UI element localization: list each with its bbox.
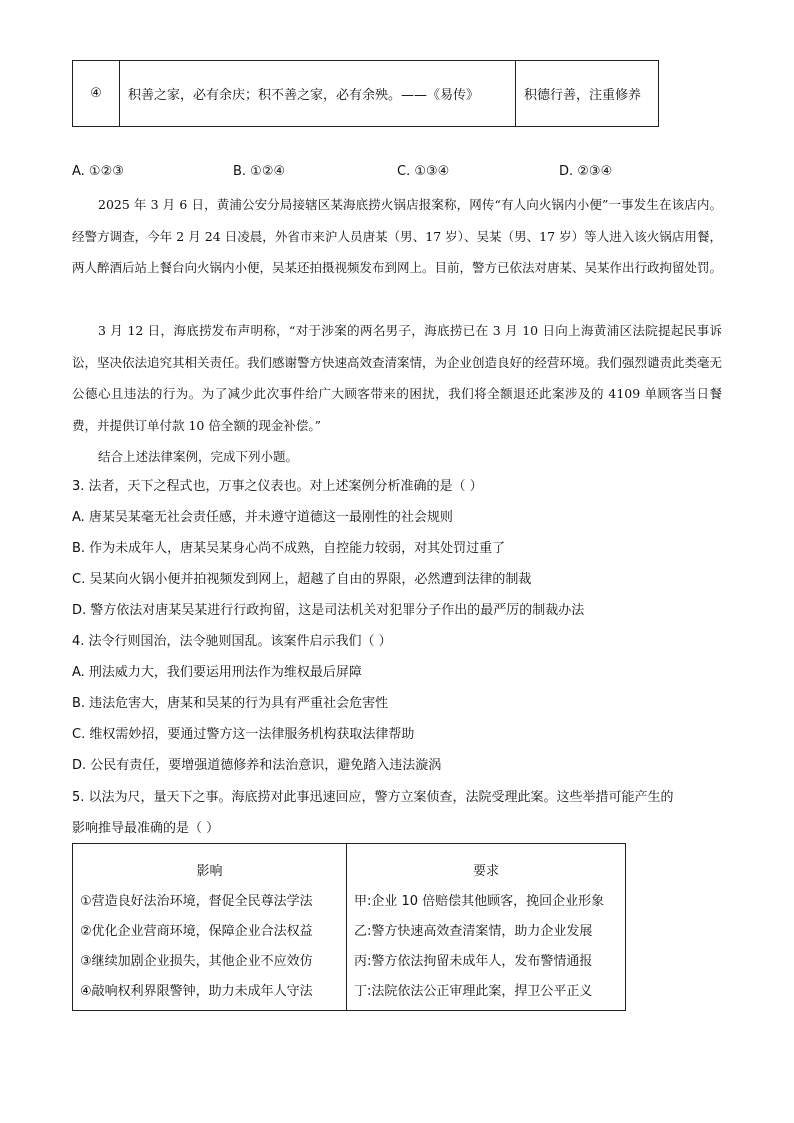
option-d: D. ②③④ bbox=[559, 164, 613, 179]
q4-stem: 4. 法令行则国治，法令驰则国乱。该案件启示我们（ ） bbox=[72, 634, 392, 649]
quote-table-meaning: 积德行善，注重修养 bbox=[524, 88, 642, 103]
q3-option-c: C. 吴某向火锅小便并拍视频发到网上，超越了自由的界限，必然遭到法律的制裁 bbox=[72, 572, 532, 587]
requirement-row-3: 丙:警方依法拘留未成年人，发布警情通报 bbox=[354, 954, 593, 969]
passage-paragraph-1: 2025 年 3 月 6 日，黄浦公安分局接辖区某海底捞火锅店报案称，网传“有人向火锅内小便”一事发生在该店内。经警方调查，今年 2 月 24 日凌晨，外省市来沪人员唐某（男、17 岁）、吴某（男、17 岁）等人进入该火锅店用餐，两人醉酒后站上餐台向火锅内小便，吴某还拍摄视频发布到网上。目前，警方已依法对唐某、吴某作出行政拘留处罚。 bbox=[72, 197, 723, 275]
q4-option-d: D. 公民有责任，要增强道德修养和法治意识，避免踏入违法漩涡 bbox=[72, 758, 442, 773]
requirement-row-2: 乙:警方快速高效查清案情，助力企业发展 bbox=[354, 924, 593, 939]
q3-stem: 3. 法者，天下之程式也，万事之仪表也。对上述案例分析准确的是（ ） bbox=[72, 479, 483, 494]
q5-stem-line1: 5. 以法为尺，量天下之事。海底捞对此事迅速回应，警方立案侦查，法院受理此案。这些举措可能产生的 bbox=[72, 790, 674, 805]
requirement-header: 要求 bbox=[472, 864, 499, 879]
q3-option-d: D. 警方依法对唐某吴某进行行政拘留，这是司法机关对犯罪分子作出的最严厉的制裁办法 bbox=[72, 603, 585, 618]
requirement-row-4: 丁:法院依法公正审理此案，捍卫公平正义 bbox=[354, 984, 593, 999]
passage-instruction: 结合上述法律案例，完成下列小题。 bbox=[98, 449, 299, 464]
impact-header: 影响 bbox=[196, 864, 223, 879]
impact-row-1: ①营造良好法治环境，督促全民尊法学法 bbox=[80, 894, 313, 909]
option-a: A. ①②③ bbox=[72, 164, 124, 179]
q4-option-c: C. 维权需妙招，要通过警方这一法律服务机构获取法律帮助 bbox=[72, 727, 415, 742]
option-b: B. ①②④ bbox=[233, 164, 286, 179]
option-c: C. ①③④ bbox=[397, 164, 450, 179]
impact-requirement-table bbox=[72, 843, 626, 1011]
impact-row-4: ④敲响权利界限警钟，助力未成年人守法 bbox=[80, 984, 313, 999]
q4-option-a: A. 刑法威力大，我们要运用刑法作为维权最后屏障 bbox=[72, 665, 362, 680]
q3-option-a: A. 唐某吴某毫无社会责任感，并未遵守道德这一最刚性的社会规则 bbox=[72, 510, 453, 525]
q4-option-b: B. 违法危害大，唐某和吴某的行为具有严重社会危害性 bbox=[72, 696, 389, 711]
quote-table-number: ④ bbox=[73, 61, 120, 126]
impact-column bbox=[73, 844, 347, 1010]
impact-row-2: ②优化企业营商环境，保障企业合法权益 bbox=[80, 924, 313, 939]
quote-table bbox=[72, 60, 659, 127]
q5-stem-line2: 影响推导最准确的是（ ） bbox=[72, 821, 220, 836]
impact-row-3: ③继续加剧企业损失，其他企业不应效仿 bbox=[80, 954, 313, 969]
requirement-row-1: 甲:企业 10 倍赔偿其他顾客，挽回企业形象 bbox=[354, 894, 605, 909]
passage-paragraph-2: 3 月 12 日，海底捞发布声明称，“对于涉案的两名男子，海底捞已在 3 月 10 日向上海黄浦区法院提起民事诉讼，坚决依法追究其相关责任。我们感谢警方快速高效查清案情，为企业创造良好的经营环境。我们强烈谴责此类毫无公德心且违法的行为。为了减少此次事件给广大顾客带来的困扰，我们将全额退还此案涉及的 4109 单顾客当日餐费，并提供订单付款 10 倍全额的现金补偿。” bbox=[72, 323, 723, 433]
requirement-column bbox=[347, 844, 625, 1010]
q3-option-b: B. 作为未成年人，唐某吴某身心尚不成熟，自控能力较弱，对其处罚过重了 bbox=[72, 541, 506, 556]
quote-table-quote: 积善之家，必有余庆；积不善之家，必有余殃。——《易传》 bbox=[120, 61, 516, 126]
